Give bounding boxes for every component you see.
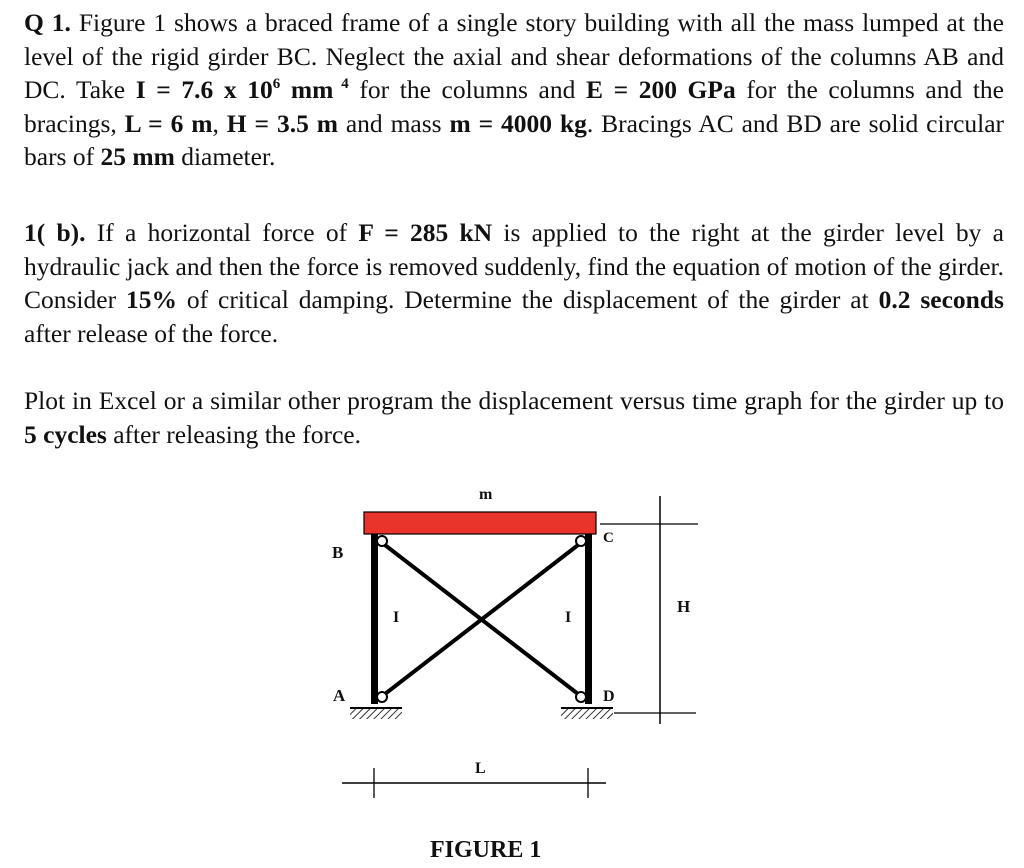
separator: , xyxy=(212,108,227,138)
support-a xyxy=(350,708,402,719)
inertia-exponent: 6 xyxy=(272,75,281,92)
bracings-text: for the columns and the bracings, xyxy=(24,75,1005,138)
column-right xyxy=(585,534,592,704)
length-label: L xyxy=(475,760,486,777)
period: . xyxy=(586,108,594,138)
diameter-value: 25 mm xyxy=(100,142,175,171)
inertia-value xyxy=(136,75,349,104)
part-b-text-2: is applied to the right at the girder level by a hydraulic jack and then the force is removed suddenly, find the equation of motion of the girder. Consider xyxy=(24,218,1004,314)
columns-text: for the columns and xyxy=(348,75,586,104)
node-b-label: B xyxy=(332,543,344,562)
diameter-tail: diameter. xyxy=(174,142,276,171)
braced-frame-figure xyxy=(0,470,1024,868)
pin-d xyxy=(576,692,586,702)
cycles-value: 5 cycles xyxy=(24,419,107,449)
question-paragraph xyxy=(24,6,1004,174)
column-right-inertia: I xyxy=(565,609,572,626)
plot-request-text-2: after releasing the force. xyxy=(106,419,361,449)
pin-a xyxy=(377,692,387,702)
column-left xyxy=(371,534,378,704)
inertia-label: I = 7.6 x 10 xyxy=(135,75,273,104)
part-b-text-1: If a horizontal force of xyxy=(85,218,359,247)
node-a-label: A xyxy=(333,686,346,705)
rigid-girder xyxy=(364,512,596,534)
modulus-value: E = 200 GPa xyxy=(585,75,736,104)
node-d-label: D xyxy=(603,688,615,705)
mass-label: m xyxy=(479,486,493,503)
time-value: 0.2 seconds xyxy=(878,285,1004,314)
part-b-text-3: of critical damping. Determine the displacement of the girder at xyxy=(176,285,879,314)
part-b-paragraph xyxy=(24,216,1004,350)
mass-value: m = 4000 kg xyxy=(449,108,587,138)
pin-b xyxy=(377,536,387,546)
damping-value: 15% xyxy=(125,285,177,314)
column-left-inertia: I xyxy=(393,609,400,626)
force-value: F = 285 kN xyxy=(358,218,493,247)
support-d xyxy=(561,708,613,719)
inertia-unit: mm xyxy=(280,75,334,104)
pin-c xyxy=(576,536,586,546)
length-value: L = 6 m xyxy=(124,108,213,138)
bracing-description: Bracings AC and BD are solid circular bars of xyxy=(24,108,1005,171)
question-intro: Figure 1 shows a braced frame of a single story building with all the mass lumped at the level of the rigid girder BC. Neglect the axial and shear deformations of the columns AB and DC. Take xyxy=(24,8,1004,104)
part-b-label: 1( b). xyxy=(24,218,86,247)
plot-request-text-1: Plot in Excel or a similar other program the displacement versus time graph for the girder up to xyxy=(24,386,1004,415)
figure-caption: FIGURE 1 xyxy=(430,837,542,863)
part-b-text-4: after release of the force. xyxy=(24,318,279,348)
question-number: Q 1. xyxy=(24,8,71,37)
length-dimension xyxy=(342,768,606,798)
mass-text: and mass xyxy=(337,108,450,138)
height-value: H = 3.5 m xyxy=(226,108,338,138)
node-c-label: C xyxy=(603,530,614,546)
plot-request-paragraph xyxy=(24,384,1004,451)
inertia-unit-exponent: 4 xyxy=(333,75,349,92)
height-label: H xyxy=(677,597,691,616)
